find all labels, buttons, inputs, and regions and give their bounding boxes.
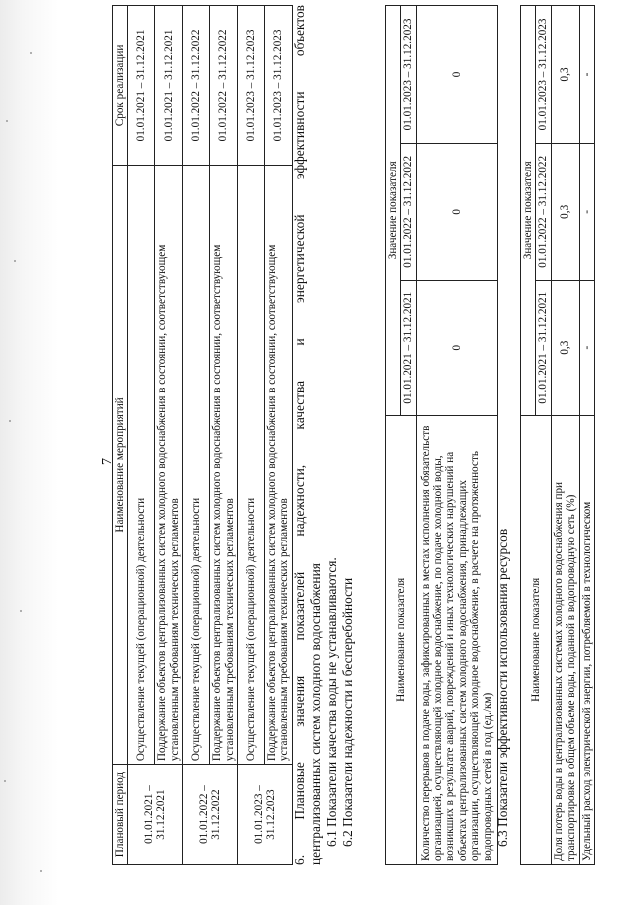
indicator-cell: Доля потерь воды в централизованных системах холодного водоснабжения при транспортировке в общем объеме воды, поданной в водопроводную сеть (%) [551,415,579,864]
value-cell: 0 [416,280,497,415]
term-cell: 01.01.2023 – 31.12.2023 [265,6,293,166]
section-6-1: 6.1 Показатели качества воды не устанавливаются. [324,557,339,847]
measure-cell: Осуществление текущей (операционной) деятельности [238,165,265,764]
reliability-table [385,5,498,865]
value-cell: - [579,280,594,415]
period-cell: 01.01.2022 – 31.12.2022 [183,765,238,865]
header-period: 01.01.2021 – 31.12.2021 [536,280,551,415]
period-cell: 01.01.2023 – 31.12.2023 [238,765,293,865]
measures-table [112,5,293,865]
table-header-row [521,6,536,865]
header-period: 01.01.2023 – 31.12.2023 [401,6,416,144]
table-row [128,6,155,865]
measure-cell: Поддержание объектов централизованных систем холодного водоснабжения в состоянии, соответствующем установленным требованиям технических регламентов [210,165,238,764]
value-cell: - [579,143,594,280]
value-cell: 0 [416,143,497,280]
efficiency-table [520,5,595,865]
table-row [265,6,293,865]
indicator-cell: Удельный расход электрической энергии, потребляемой в технологическом [579,415,594,864]
measure-cell: Осуществление текущей (операционной) деятельности [128,165,155,764]
value-cell: 0 [416,6,497,144]
measure-cell: Поддержание объектов централизованных систем холодного водоснабжения в состоянии, соответствующем установленным требованиям технических регламентов [265,165,293,764]
table-header-row [386,6,401,865]
term-cell: 01.01.2022 – 31.12.2022 [183,6,210,166]
header-term: Срок реализации [113,6,128,166]
table-row [551,6,579,865]
header-period: 01.01.2022 – 31.12.2022 [536,143,551,280]
section-6-3: 6.3 Показатели эффективности использования ресурсов [495,528,510,847]
term-cell: 01.01.2021 – 31.12.2021 [128,6,155,166]
value-cell: 0,3 [551,143,579,280]
value-cell: 0,3 [551,6,579,144]
measure-cell: Осуществление текущей (операционной) деятельности [183,165,210,764]
header-period: Плановый период [113,765,128,865]
header-period: 01.01.2021 – 31.12.2021 [401,280,416,415]
section-6-heading: 6. Плановые значения показателей надежности, качества и энергетической эффективности объектов [292,5,307,865]
value-cell: 0,3 [551,280,579,415]
term-cell: 01.01.2021 – 31.12.2021 [155,6,183,166]
header-measures: Наименование мероприятий [113,165,128,764]
value-cell: - [579,6,594,144]
header-indicator: Наименование показателя [521,415,552,864]
header-value: Значение показателя [386,6,401,416]
section-6-heading-cont: централизованных систем холодного водоснабжения [308,563,323,865]
header-indicator: Наименование показателя [386,415,417,864]
table-row [238,6,265,865]
table-header-row [113,6,128,865]
table-row [416,6,497,865]
header-period: 01.01.2023 – 31.12.2023 [536,6,551,144]
header-value: Значение показателя [521,6,536,416]
indicator-cell: Количество перерывов в подаче воды, зафиксированных в местах исполнения обязательств организацией, осуществляющей холодное водоснабжение, по подаче холодной воды, возникших в результате аварий, повреждений и иных технологических нарушений на объектах централизованных систем холодного водоснабжения, принадлежащих организации, осуществляющей холодное водоснабжение, в расчете на протяженность водопроводных сетей в год (ед./км) [416,415,497,864]
table-row [183,6,210,865]
table-row [210,6,238,865]
section-6-2: 6.2 Показатели надежности и бесперебойности [340,577,355,847]
header-period: 01.01.2022 – 31.12.2022 [401,143,416,280]
period-cell: 01.01.2021 – 31.12.2021 [128,765,183,865]
term-cell: 01.01.2023 – 31.12.2023 [238,6,265,166]
term-cell: 01.01.2022 – 31.12.2022 [210,6,238,166]
table-row [155,6,183,865]
table-row [579,6,594,865]
measure-cell: Поддержание объектов централизованных систем холодного водоснабжения в состоянии, соответствующем установленным требованиям технических регламентов [155,165,183,764]
page-number: 7 [100,458,115,465]
